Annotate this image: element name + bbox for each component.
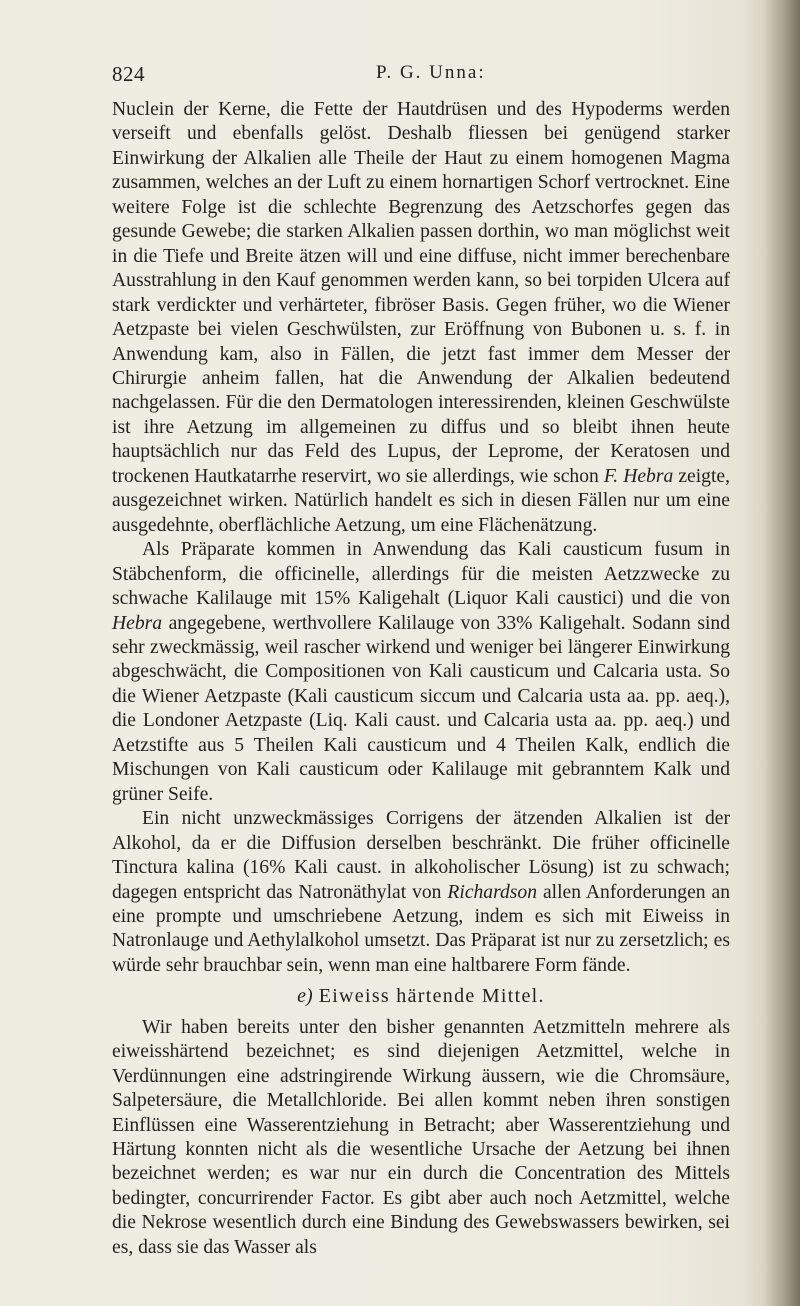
paragraph: [112, 1016, 730, 1261]
text-run: Nuclein der Kerne, die Fette der Hautdrüsen und des Hypoderms werden verseift und ebenfalls gelöst. Deshalb fliessen bei genügend starker Einwirkung der Alkalien alle Theile der Haut zu einem homogenen Magma zusammen, welches an der Luft zu einem hornartigen Schorf vertrocknet. Eine weitere Folge ist die schlechte Begrenzung des Aetzschorfes gegen das gesunde Gewebe; die starken Alkalien passen dorthin, wo man möglichst weit in die Tiefe und Breite ätzen will und eine diffuse, nicht immer berechenbare Ausstrahlung in den Kauf genommen werden kann, so bei torpiden Ulcera auf stark verdickter und verhärteter, fibröser Basis. Gegen früher, wo die Wiener Aetzpaste bei vielen Geschwülsten, zur Eröffnung von Bubonen u. s. f. in Anwendung kam, also in Fällen, die jetzt fast immer dem Messer der Chirurgie anheim fallen, hat die Anwendung der Alkalien bedeutend nachgelassen. Für die den Dermatologen interessirenden, kleinen Geschwülste ist ihre Aetzung im allgemeinen zu diffus und so bleibt ihnen heute hauptsächlich nur das Feld des Lupus, der Leprome, der Keratosen und trockenen Hautkatarrhe reservirt, wo sie allerdings, wie schon: [112, 99, 730, 487]
text-run: zeigte, ausgezeichnet wirken. Natürlich handelt es sich in diesen Fällen nur um eine ausgedehnte, oberflächliche Aetzung, um eine Flächenätzung.: [112, 465, 730, 536]
paragraph: [112, 98, 730, 538]
text-run: Wir haben bereits unter den bisher genannten Aetzmitteln mehrere als eiweisshärtend bezeichnet; es sind diejenigen Aetzmittel, welche in Verdünnungen eine adstringirende Wirkung äussern, wie die Chromsäure, Salpetersäure, die Metallchloride. Bei allen kommt neben ihren sonstigen Einflüssen eine Wasserentziehung in Betracht; aber Wasserentziehung und Härtung konnten nicht als die wesentliche Ursache der Aetzung bei ihnen bezeichnet werden; es war nur ein durch die Concentration des Mittels bedingter, concurrirender Factor. Es gibt aber auch noch Aetzmittel, welche die Nekrose wesentlich durch eine Bindung des Gewebswassers bewirken, sei es, dass sie das Wasser als: [112, 1016, 730, 1258]
paragraph: [112, 807, 730, 978]
text-run: Als Präparate kommen in Anwendung das Kali causticum fusum in Stäbchenform, die officinelle, allerdings für die meisten Aetzzwecke zu schwache Kalilauge mit 15% Kaligehalt (Liquor Kali caustici) und die von: [112, 539, 730, 610]
author-name: Hebra: [112, 612, 163, 634]
body-text: [112, 98, 730, 1260]
section-heading: [112, 984, 730, 1008]
page-header: [112, 62, 712, 92]
author-name: F. Hebra: [603, 465, 674, 487]
paragraph: [112, 538, 730, 807]
text-run: allen Anforderungen an eine prompte und umschriebene Aetzung, indem es sich mit Eiweiss in Natronlauge und Aethylalkohol umsetzt. Das Präparat ist nur zu zersetzlich; es würde sehr brauchbar sein, wenn man eine haltbarere Form fände.: [112, 881, 730, 976]
page-number: 824: [112, 62, 145, 86]
running-head: P. G. Unna:: [376, 62, 486, 83]
page-edge-shadow: [764, 0, 800, 1306]
section-title: Eiweiss härtende Mittel.: [318, 985, 545, 1008]
author-name: Richardson: [447, 881, 538, 903]
text-run: Ein nicht unzweckmässiges Corrigens der ätzenden Alkalien ist der Alkohol, da er die Diffusion derselben beschränkt. Die früher officinelle Tinctura kalina (16% Kali caust. in alkoholischer Lösung) ist zu schwach; dagegen entspricht das Natronäthylat von: [112, 808, 730, 903]
text-run: angegebene, werthvollere Kalilauge von 33% Kaligehalt. Sodann sind sehr zweckmässig, weil rascher wirkend und weniger bei längerer Einwirkung abgeschwächt, die Compositionen von Kali causticum und Calcaria usta. So die Wiener Aetzpaste (Kali causticum siccum und Calcaria usta aa. pp. aeq.), die Londoner Aetzpaste (Liq. Kali caust. und Calcaria usta aa. pp. aeq.) und Aetzstifte aus 5 Theilen Kali causticum und 4 Theilen Kalk, endlich die Mischungen von Kali causticum oder Kalilauge mit gebranntem Kalk und grüner Seife.: [112, 612, 730, 805]
section-marker: e): [297, 985, 313, 1008]
